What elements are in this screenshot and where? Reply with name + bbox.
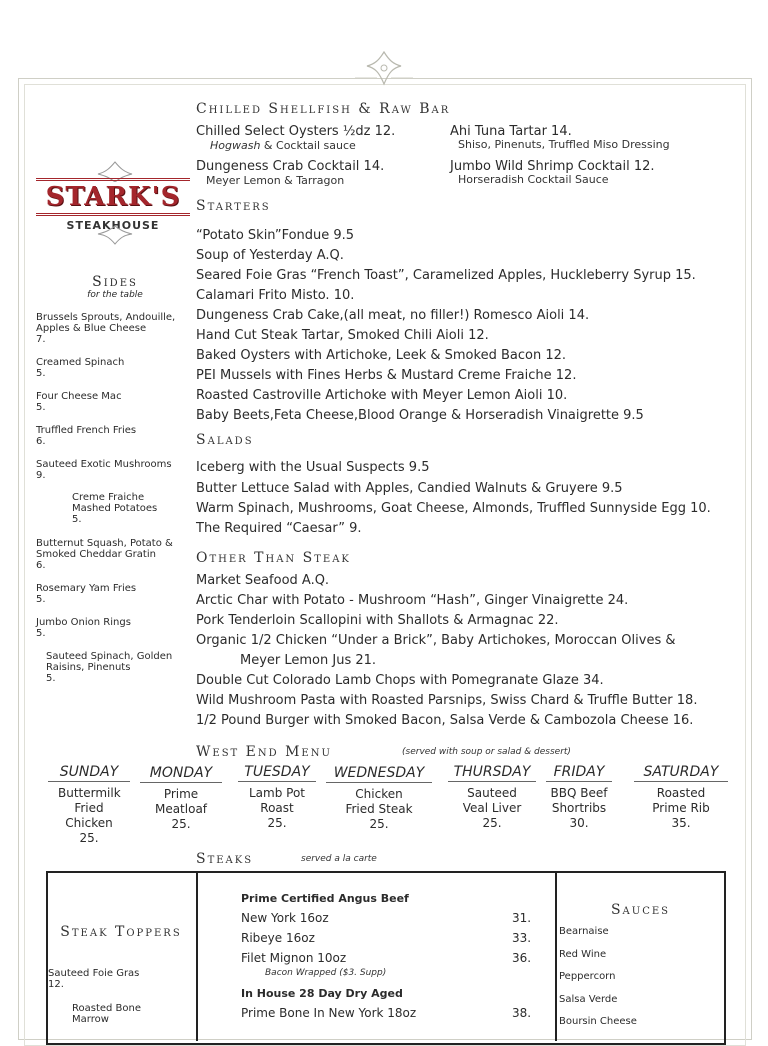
sauce-item: Bearnaise: [559, 926, 609, 937]
steak-item: Ribeye 16oz: [241, 931, 315, 945]
side-item: Jumbo Onion Rings 5.: [36, 617, 131, 639]
starter-item: “Potato Skin”Fondue 9.5: [196, 228, 355, 243]
steaks-note: served a la carte: [301, 854, 377, 864]
steak-table-divider-right: [555, 871, 557, 1041]
raw-bar-note: Meyer Lemon & Tarragon: [206, 174, 345, 187]
other-item: Double Cut Colorado Lamb Chops with Pomegranate Glaze 34.: [196, 673, 604, 688]
side-item: Truffled French Fries 6.: [36, 425, 137, 447]
steak-price: 31.: [512, 911, 532, 925]
side-item: Four Cheese Mac 5.: [36, 391, 122, 413]
salad-item: Butter Lettuce Salad with Apples, Candied Walnuts & Gruyere 9.5: [196, 481, 623, 496]
raw-bar-note: Shiso, Pinenuts, Truffled Miso Dressing: [458, 138, 670, 151]
sides-heading: Sides: [92, 274, 138, 290]
salads-heading: Salads: [196, 432, 254, 448]
steak-item: Prime Bone In New York 18oz: [241, 1006, 417, 1020]
angus-heading: Prime Certified Angus Beef: [241, 892, 409, 905]
steak-price: 36.: [512, 951, 532, 965]
raw-bar-note: Horseradish Cocktail Sauce: [458, 173, 609, 186]
starter-item: PEI Mussels with Fines Herbs & Mustard Creme Fraiche 12.: [196, 368, 577, 383]
day-monday: MONDAY Prime Meatloaf 25.: [140, 766, 222, 832]
steaks-heading: Steaks: [196, 851, 254, 867]
day-saturday: SATURDAY Roasted Prime Rib 35.: [634, 765, 728, 831]
other-item: Market Seafood A.Q.: [196, 573, 330, 588]
logo-tagline: STEAKHOUSE: [66, 219, 160, 232]
other-heading: Other Than Steak: [196, 550, 351, 566]
angus-note: Bacon Wrapped ($3. Supp): [265, 968, 387, 978]
raw-bar-heading: Chilled Shellfish & Raw Bar: [196, 101, 451, 117]
side-item: Sauteed Exotic Mushrooms 9.: [36, 459, 172, 481]
side-item: Rosemary Yam Fries 5.: [36, 583, 137, 605]
sauce-item: Red Wine: [559, 949, 607, 960]
raw-bar-item: Chilled Select Oysters ½dz 12.: [196, 124, 396, 139]
raw-bar-item: Ahi Tuna Tartar 14.: [450, 124, 572, 139]
sauce-item: Salsa Verde: [559, 994, 618, 1005]
starter-item: Calamari Frito Misto. 10.: [196, 288, 355, 303]
starters-heading: Starters: [196, 198, 271, 214]
other-item: Wild Mushroom Pasta with Roasted Parsnips, Swiss Chard & Truffle Butter 18.: [196, 693, 698, 708]
steak-item: Filet Mignon 10oz: [241, 951, 347, 965]
starter-item: Dungeness Crab Cake,(all meat, no filler!) Romesco Aioli 14.: [196, 308, 590, 323]
raw-bar-note: Hogwash & Cocktail sauce: [210, 139, 356, 152]
steak-price: 38.: [512, 1006, 532, 1020]
west-end-heading: West End Menu: [196, 744, 332, 760]
day-wednesday: WEDNESDAY Chicken Fried Steak 25.: [326, 766, 432, 832]
raw-bar-item: Dungeness Crab Cocktail 14.: [196, 159, 385, 174]
logo-name: STARK'S: [36, 178, 190, 216]
sides-section: [36, 274, 194, 314]
logo-flourish-bottom-icon: [80, 226, 150, 246]
side-item: Sauteed Spinach, Golden Raisins, Pinenuts 5.: [46, 651, 173, 684]
topper-item: Roasted Bone Marrow: [72, 1003, 142, 1025]
starter-item: Soup of Yesterday A.Q.: [196, 248, 344, 263]
west-end-note: (served with soup or salad & dessert): [402, 747, 571, 757]
sauce-item: Boursin Cheese: [559, 1016, 637, 1027]
starter-item: Roasted Castroville Artichoke with Meyer Lemon Aioli 10.: [196, 388, 568, 403]
sides-subheading: for the table: [87, 290, 143, 300]
other-item: Organic 1/2 Chicken “Under a Brick”, Baby Artichokes, Moroccan Olives &: [196, 633, 676, 648]
day-thursday: THURSDAY Sauteed Veal Liver 25.: [448, 765, 536, 831]
sauce-item: Peppercorn: [559, 971, 616, 982]
starter-item: Baked Oysters with Artichoke, Leek & Smoked Bacon 12.: [196, 348, 566, 363]
salad-item: Warm Spinach, Mushrooms, Goat Cheese, Almonds, Truffled Sunnyside Egg 10.: [196, 501, 711, 516]
topper-item: Sauteed Foie Gras 12.: [48, 968, 140, 990]
salad-item: Iceberg with the Usual Suspects 9.5: [196, 460, 430, 475]
aged-heading: In House 28 Day Dry Aged: [241, 987, 403, 1000]
day-sunday: SUNDAY Buttermilk Fried Chicken 25.: [48, 765, 130, 846]
salad-item: The Required “Caesar” 9.: [196, 521, 362, 536]
side-item: Brussels Sprouts, Andouille, Apples & Blue Cheese 7.: [36, 312, 176, 345]
starter-item: Baby Beets,Feta Cheese,Blood Orange & Horseradish Vinaigrette 9.5: [196, 408, 644, 423]
sauces-heading: Sauces: [610, 902, 671, 918]
steak-price: 33.: [512, 931, 532, 945]
fleur-ornament-icon: [355, 50, 413, 86]
side-item: Creamed Spinach 5.: [36, 357, 125, 379]
side-item: Creme Fraiche Mashed Potatoes 5.: [72, 492, 158, 525]
toppers-heading: Steak Toppers: [60, 924, 182, 940]
side-item: Butternut Squash, Potato & Smoked Cheddar Gratin 6.: [36, 538, 173, 571]
other-item: Meyer Lemon Jus 21.: [240, 653, 377, 668]
starter-item: Seared Foie Gras “French Toast”, Caramelized Apples, Huckleberry Syrup 15.: [196, 268, 696, 283]
starter-item: Hand Cut Steak Tartar, Smoked Chili Aioli 12.: [196, 328, 489, 343]
other-item: Arctic Char with Potato - Mushroom “Hash”, Ginger Vinaigrette 24.: [196, 593, 629, 608]
logo: [36, 178, 190, 232]
other-item: 1/2 Pound Burger with Smoked Bacon, Salsa Verde & Cambozola Cheese 16.: [196, 713, 694, 728]
day-tuesday: TUESDAY Lamb Pot Roast 25.: [238, 765, 316, 831]
day-friday: FRIDAY BBQ Beef Shortribs 30.: [546, 765, 612, 831]
other-item: Pork Tenderloin Scallopini with Shallots & Armagnac 22.: [196, 613, 559, 628]
steak-item: New York 16oz: [241, 911, 329, 925]
raw-bar-item: Jumbo Wild Shrimp Cocktail 12.: [450, 159, 655, 174]
